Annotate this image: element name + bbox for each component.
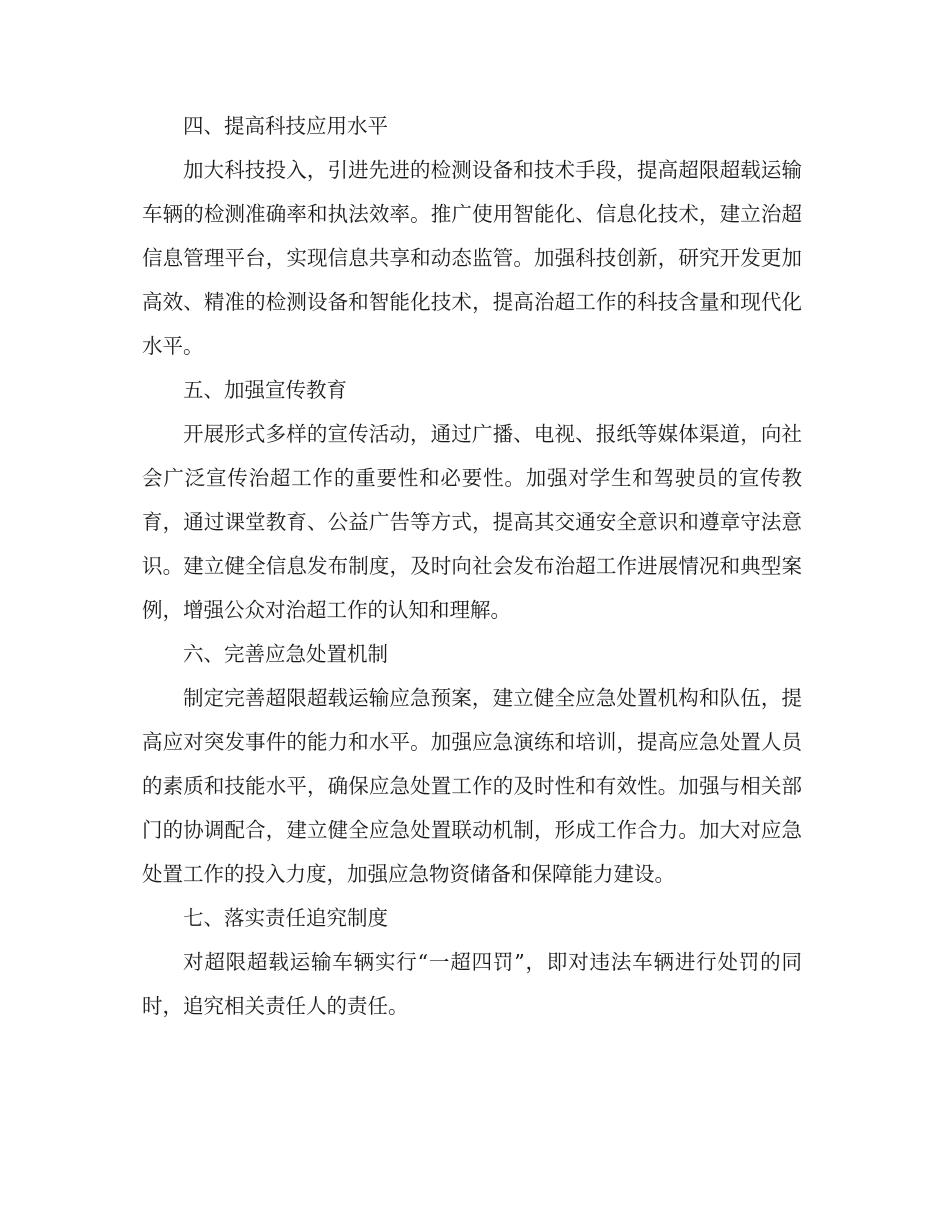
section-paragraph: 开展形式多样的宣传活动，通过广播、电视、报纸等媒体渠道，向社会广泛宣传治超工作的重要性和必要性。加强对学生和驾驶员的宣传教育，通过课堂教育、公益广告等方式，提高其交通安全意识和遵章守法意识。建立健全信息发布制度，及时向社会发布治超工作进展情况和典型案例，增强公众对治超工作的认知和理解。	[142, 422, 802, 622]
section-paragraph: 对超限超载运输车辆实行“一超四罚”，即对违法车辆进行处罚的同时，追究相关责任人的责任。	[142, 950, 802, 1018]
section-heading: 五、加强宣传教育	[183, 378, 347, 402]
section-paragraph: 制定完善超限超载运输应急预案，建立健全应急处置机构和队伍，提高应对突发事件的能力和水平。加强应急演练和培训，提高应急处置人员的素质和技能水平，确保应急处置工作的及时性和有效性。加强与相关部门的协调配合，建立健全应急处置联动机制，形成工作合力。加大对应急处置工作的投入力度，加强应急物资储备和保障能力建设。	[142, 686, 802, 886]
section-heading: 四、提高科技应用水平	[183, 114, 388, 138]
section-5	[142, 368, 802, 632]
section-heading: 六、完善应急处置机制	[183, 642, 388, 666]
section-7	[142, 896, 802, 1028]
section-6	[142, 632, 802, 896]
section-paragraph: 加大科技投入，引进先进的检测设备和技术手段，提高超限超载运输车辆的检测准确率和执法效率。推广使用智能化、信息化技术，建立治超信息管理平台，实现信息共享和动态监管。加强科技创新，研究开发更加高效、精准的检测设备和智能化技术，提高治超工作的科技含量和现代化水平。	[142, 158, 802, 358]
section-heading: 七、落实责任追究制度	[183, 906, 388, 930]
section-4	[142, 104, 802, 368]
